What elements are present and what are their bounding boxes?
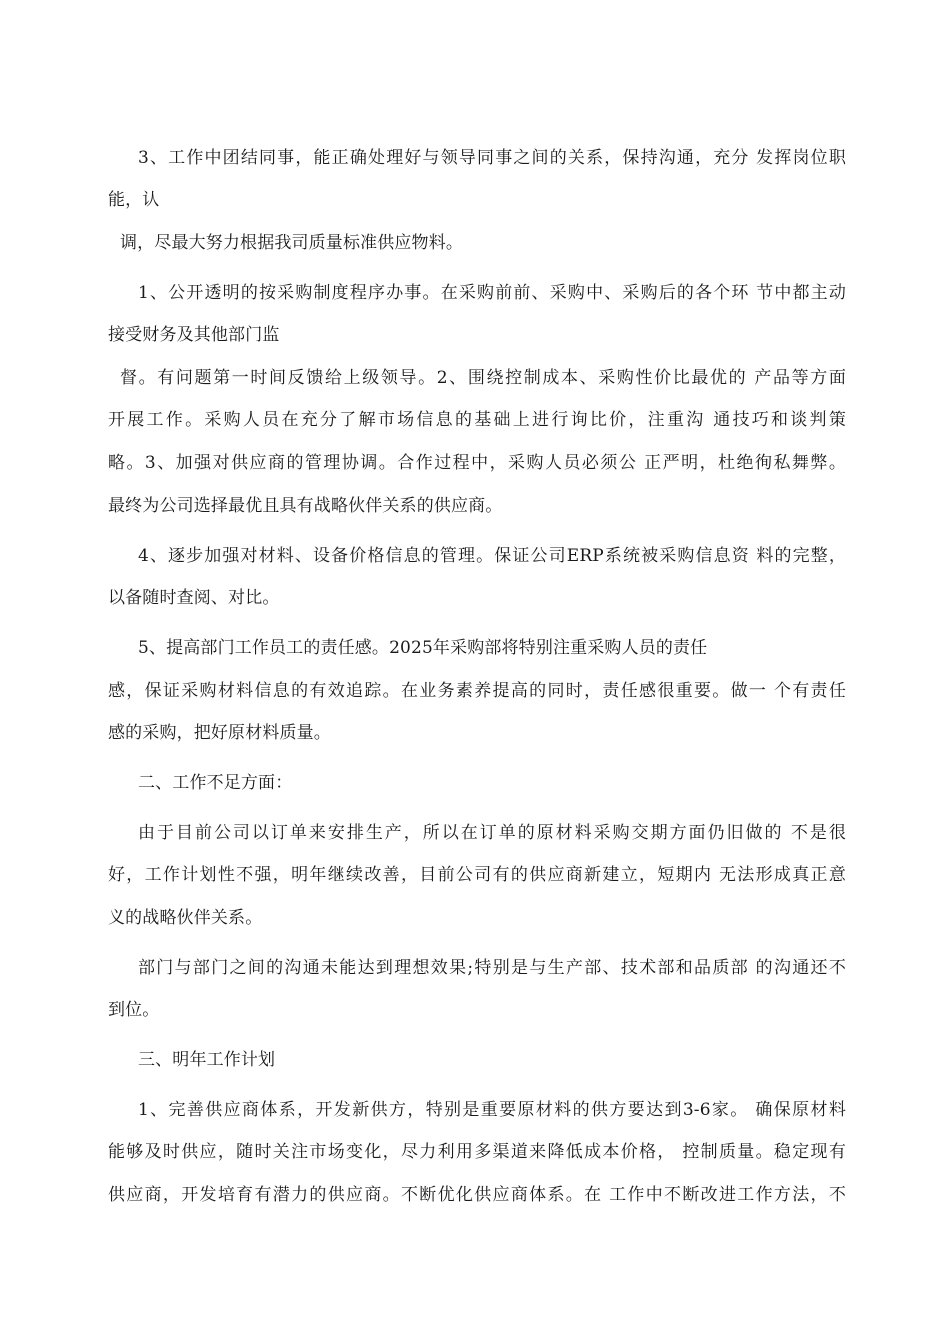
text-line: 督。有问题第一时间反馈给上级领导。2、围绕控制成本、采购性价比最优的 产品等方面 <box>120 368 846 388</box>
text-line: 最终为公司选择最优且具有战略伙伴关系的供应商。 <box>108 496 503 516</box>
text-line: 能够及时供应，随时关注市场变化，尽力利用多渠道来降低成本价格， 控制质量。稳定现有 <box>108 1142 846 1162</box>
text-line: 供应商，开发培育有潜力的供应商。不断优化供应商体系。在 工作中不断改进工作方法，不 <box>108 1185 846 1205</box>
text-line: 由于目前公司以订单来安排生产，所以在订单的原材料采购交期方面仍旧做的 不是很 <box>138 823 846 843</box>
text-line: 感的采购，把好原材料质量。 <box>108 723 331 743</box>
section-heading: 二、工作不足方面： <box>138 773 293 793</box>
text-line: 1、公开透明的按采购制度程序办事。在采购前前、采购中、采购后的各个环 节中都主动 <box>138 283 846 303</box>
text-line: 4、逐步加强对材料、设备价格信息的管理。保证公司ERP系统被采购信息资 料的完整， <box>138 546 846 566</box>
text-line: 到位。 <box>108 1000 160 1020</box>
text-line: 感，保证采购材料信息的有效追踪。在业务素养提高的同时，责任感很重要。做一 个有责任 <box>108 681 846 701</box>
text-line: 3、工作中团结同事，能正确处理好与领导同事之间的关系，保持沟通，充分 发挥岗位职 <box>138 148 846 168</box>
text-line: 5、提高部门工作员工的责任感。2025年采购部将特别注重采购人员的责任 <box>138 638 708 658</box>
text-line: 略。3、加强对供应商的管理协调。合作过程中，采购人员必须公 正严明，杜绝徇私舞弊。 <box>108 453 846 473</box>
text-line: 以备随时查阅、对比。 <box>108 588 280 608</box>
text-line: 开展工作。采购人员在充分了解市场信息的基础上进行询比价，注重沟 通技巧和谈判策 <box>108 410 846 430</box>
section-heading: 三、明年工作计划 <box>138 1050 276 1070</box>
text-line: 义的战略伙伴关系。 <box>108 908 263 928</box>
text-line: 1、完善供应商体系，开发新供方，特别是重要原材料的供方要达到3-6家。 确保原材料 <box>138 1100 846 1120</box>
text-line: 好，工作计划性不强，明年继续改善，目前公司有的供应商新建立，短期内 无法形成真正意 <box>108 865 846 885</box>
text-line: 接受财务及其他部门监 <box>108 325 280 345</box>
text-line: 部门与部门之间的沟通未能达到理想效果;特别是与生产部、技术部和品质部 的沟通还不 <box>138 958 846 978</box>
text-line: 调，尽最大努力根据我司质量标准供应物料。 <box>120 233 463 253</box>
text-line: 能，认 <box>108 190 160 210</box>
